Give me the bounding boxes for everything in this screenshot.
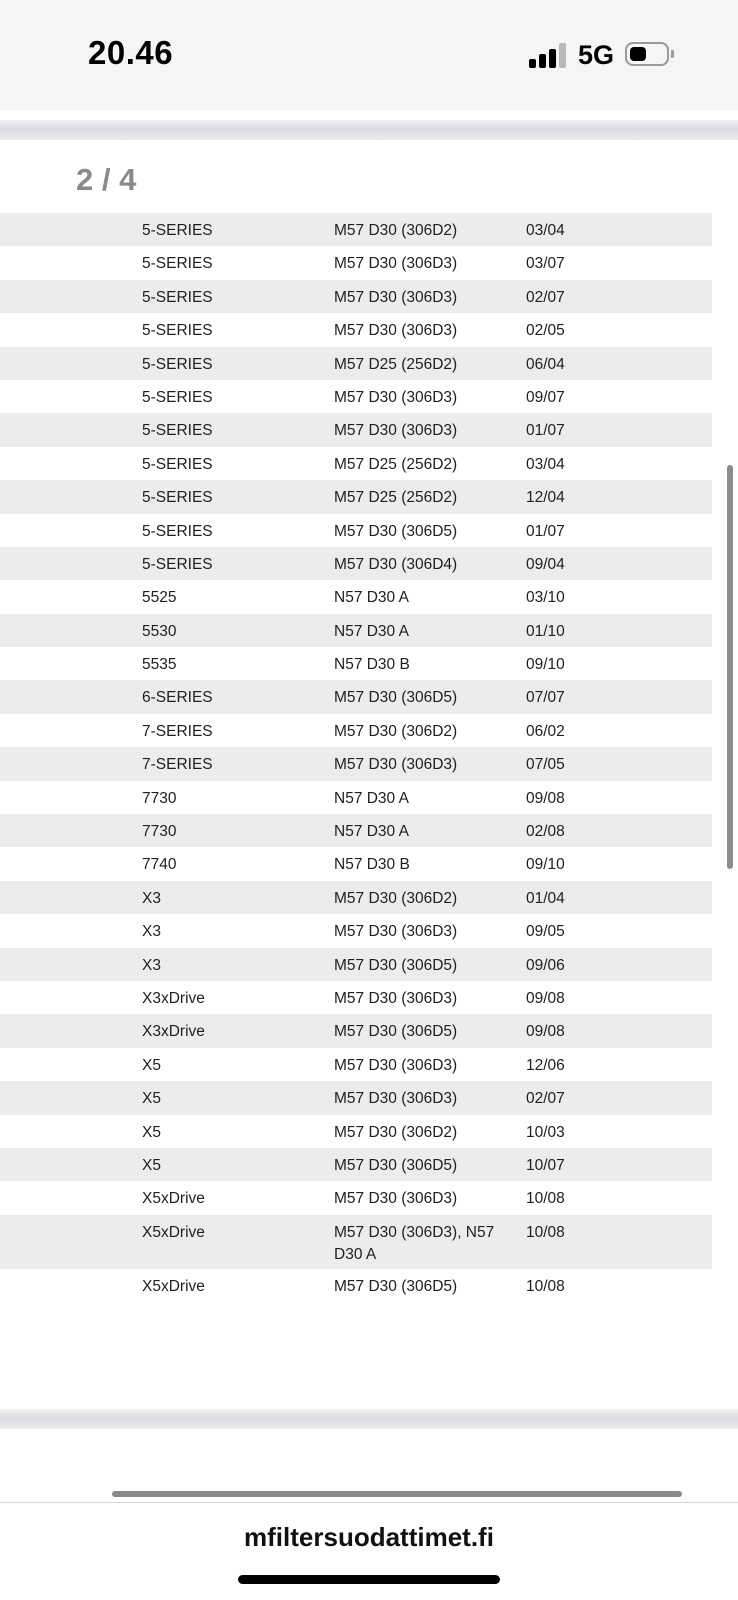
model-cell: 5535 (142, 656, 177, 674)
engine-cell: N57 D30 B (334, 856, 410, 874)
model-cell: X3xDrive (142, 1023, 205, 1041)
model-cell: X3 (142, 889, 161, 907)
date-cell: 10/08 (526, 1223, 565, 1241)
table-row (0, 1215, 712, 1269)
table-row (0, 747, 712, 780)
date-cell: 01/04 (526, 889, 565, 907)
battery-tip (671, 50, 674, 58)
date-cell: 09/08 (526, 789, 565, 807)
model-cell: X5xDrive (142, 1223, 205, 1241)
engine-cell: M57 D30 (306D2) (334, 222, 458, 239)
table-row (0, 647, 712, 680)
engine-cell: M57 D30 (306D3) (334, 1190, 458, 1208)
model-cell: 5-SERIES (142, 355, 213, 373)
battery-icon (625, 42, 669, 66)
table-row (0, 680, 712, 713)
model-cell: 5-SERIES (142, 522, 213, 540)
model-cell: X3 (142, 923, 161, 941)
table-row (0, 380, 712, 413)
status-time: 20.46 (88, 34, 174, 71)
date-cell: 09/05 (526, 923, 565, 941)
table-row (0, 1181, 712, 1214)
model-cell: 5525 (142, 589, 177, 607)
date-cell: 09/10 (526, 656, 565, 674)
date-cell: 09/04 (526, 555, 565, 573)
table-row (0, 413, 712, 446)
table-row (0, 948, 712, 981)
engine-cell: M57 D30 (306D3) (334, 422, 458, 440)
model-cell: 7-SERIES (142, 756, 213, 774)
model-cell: 5-SERIES (142, 388, 213, 406)
date-cell: 10/08 (526, 1277, 565, 1295)
section-divider-top (0, 120, 738, 140)
date-cell: 01/10 (526, 622, 565, 640)
model-cell: 5-SERIES (142, 422, 213, 440)
engine-cell: M57 D30 (306D2) (334, 722, 458, 740)
table-row (0, 614, 712, 647)
table-row (0, 714, 712, 747)
engine-cell: M57 D30 (306D3) (334, 989, 458, 1007)
engine-cell: M57 D30 (306D5) (334, 1277, 458, 1295)
date-cell: 03/07 (526, 255, 565, 273)
table-row (0, 313, 712, 346)
date-cell: 06/02 (526, 722, 565, 740)
page-indicator: 2 / 4 (76, 162, 137, 197)
table-row (0, 914, 712, 947)
model-cell: X5 (142, 1156, 161, 1174)
model-cell: 5-SERIES (142, 288, 213, 306)
engine-cell: M57 D30 (306D3) (334, 288, 458, 306)
date-cell: 01/07 (526, 422, 565, 440)
date-cell: 10/07 (526, 1156, 565, 1174)
table-row (0, 1048, 712, 1081)
model-cell: X5 (142, 1123, 161, 1141)
engine-cell: M57 D30 (306D5) (334, 956, 458, 974)
engine-cell: N57 D30 A (334, 823, 409, 841)
address-bar-url[interactable]: mfiltersuodattimet.fi (244, 1522, 494, 1552)
model-cell: 6-SERIES (142, 689, 213, 707)
date-cell: 09/08 (526, 1023, 565, 1041)
table-row (0, 1081, 712, 1114)
model-cell: 5-SERIES (142, 455, 213, 473)
engine-cell: N57 D30 B (334, 656, 410, 674)
table-row (0, 480, 712, 513)
engine-cell: M57 D30 (306D4) (334, 555, 458, 573)
date-cell: 12/04 (526, 489, 565, 507)
model-cell: 5-SERIES (142, 322, 213, 340)
date-cell: 02/05 (526, 322, 565, 340)
date-cell: 09/08 (526, 989, 565, 1007)
engine-cell: N57 D30 A (334, 789, 409, 807)
engine-cell: N57 D30 A (334, 589, 409, 607)
engine-cell: M57 D30 (306D3) (334, 322, 458, 340)
engine-cell: M57 D30 (306D2) (334, 889, 458, 907)
table-row (0, 580, 712, 613)
table-row (0, 213, 712, 246)
table-row (0, 246, 712, 279)
engine-cell: M57 D25 (256D2) (334, 455, 458, 473)
table-row (0, 781, 712, 814)
date-cell: 03/10 (526, 589, 565, 607)
engine-cell: M57 D30 (306D5) (334, 1023, 458, 1041)
table-row (0, 847, 712, 880)
model-cell: X5xDrive (142, 1190, 205, 1208)
date-cell: 10/03 (526, 1123, 565, 1141)
scrollbar[interactable] (727, 465, 733, 869)
cellular-signal-icon (529, 42, 567, 68)
date-cell: 07/05 (526, 756, 565, 774)
status-bar (0, 0, 738, 110)
date-cell: 07/07 (526, 689, 565, 707)
model-cell: 7740 (142, 856, 177, 874)
model-cell: 5-SERIES (142, 255, 213, 273)
engine-cell: M57 D30 (306D2) (334, 1123, 458, 1141)
date-cell: 10/08 (526, 1190, 565, 1208)
date-cell: 09/07 (526, 388, 565, 406)
engine-cell: M57 D25 (256D2) (334, 355, 458, 373)
model-cell: 7730 (142, 789, 177, 807)
table-row (0, 1269, 712, 1302)
model-cell: 5-SERIES (142, 222, 213, 239)
engine-cell: M57 D30 (306D3) (334, 255, 458, 273)
engine-cell: M57 D30 (306D3) (334, 756, 458, 774)
engine-cell: M57 D30 (306D3) (334, 923, 458, 941)
date-cell: 02/07 (526, 288, 565, 306)
table-row (0, 514, 712, 547)
engine-cell: M57 D30 (306D3) (334, 1056, 458, 1074)
table-row (0, 1148, 712, 1181)
model-cell: X5 (142, 1090, 161, 1108)
model-cell: 5-SERIES (142, 555, 213, 573)
engine-cell: M57 D30 (306D5) (334, 522, 458, 540)
model-cell: 5530 (142, 622, 177, 640)
network-type: 5G (578, 40, 615, 70)
engine-cell: M57 D30 (306D3), N57 D30 A (334, 1223, 495, 1263)
model-cell: X5xDrive (142, 1277, 205, 1295)
date-cell: 06/04 (526, 355, 565, 373)
browser-toolbar-handle[interactable] (112, 1491, 682, 1497)
date-cell: 03/04 (526, 222, 565, 239)
model-cell: 7-SERIES (142, 722, 213, 740)
table-row (0, 1115, 712, 1148)
date-cell: 02/07 (526, 1090, 565, 1108)
table-row (0, 814, 712, 847)
date-cell: 02/08 (526, 823, 565, 841)
date-cell: 01/07 (526, 522, 565, 540)
date-cell: 03/04 (526, 455, 565, 473)
engine-cell: M57 D30 (306D3) (334, 1090, 458, 1108)
engine-cell: M57 D30 (306D3) (334, 388, 458, 406)
section-divider-bottom (0, 1409, 738, 1429)
table-row (0, 981, 712, 1014)
table-row (0, 881, 712, 914)
engine-cell: M57 D30 (306D5) (334, 1156, 458, 1174)
home-indicator[interactable] (238, 1575, 500, 1584)
engine-cell: M57 D30 (306D5) (334, 689, 458, 707)
model-cell: X3xDrive (142, 989, 205, 1007)
date-cell: 09/06 (526, 956, 565, 974)
vehicle-table (0, 213, 712, 1302)
model-cell: 7730 (142, 823, 177, 841)
date-cell: 12/06 (526, 1056, 565, 1074)
table-row (0, 280, 712, 313)
engine-cell: N57 D30 A (334, 622, 409, 640)
model-cell: X5 (142, 1056, 161, 1074)
date-cell: 09/10 (526, 856, 565, 874)
model-cell: X3 (142, 956, 161, 974)
table-row (0, 547, 712, 580)
model-cell: 5-SERIES (142, 489, 213, 507)
table-row (0, 447, 712, 480)
engine-cell: M57 D25 (256D2) (334, 489, 458, 507)
table-row (0, 347, 712, 380)
table-row (0, 1014, 712, 1047)
